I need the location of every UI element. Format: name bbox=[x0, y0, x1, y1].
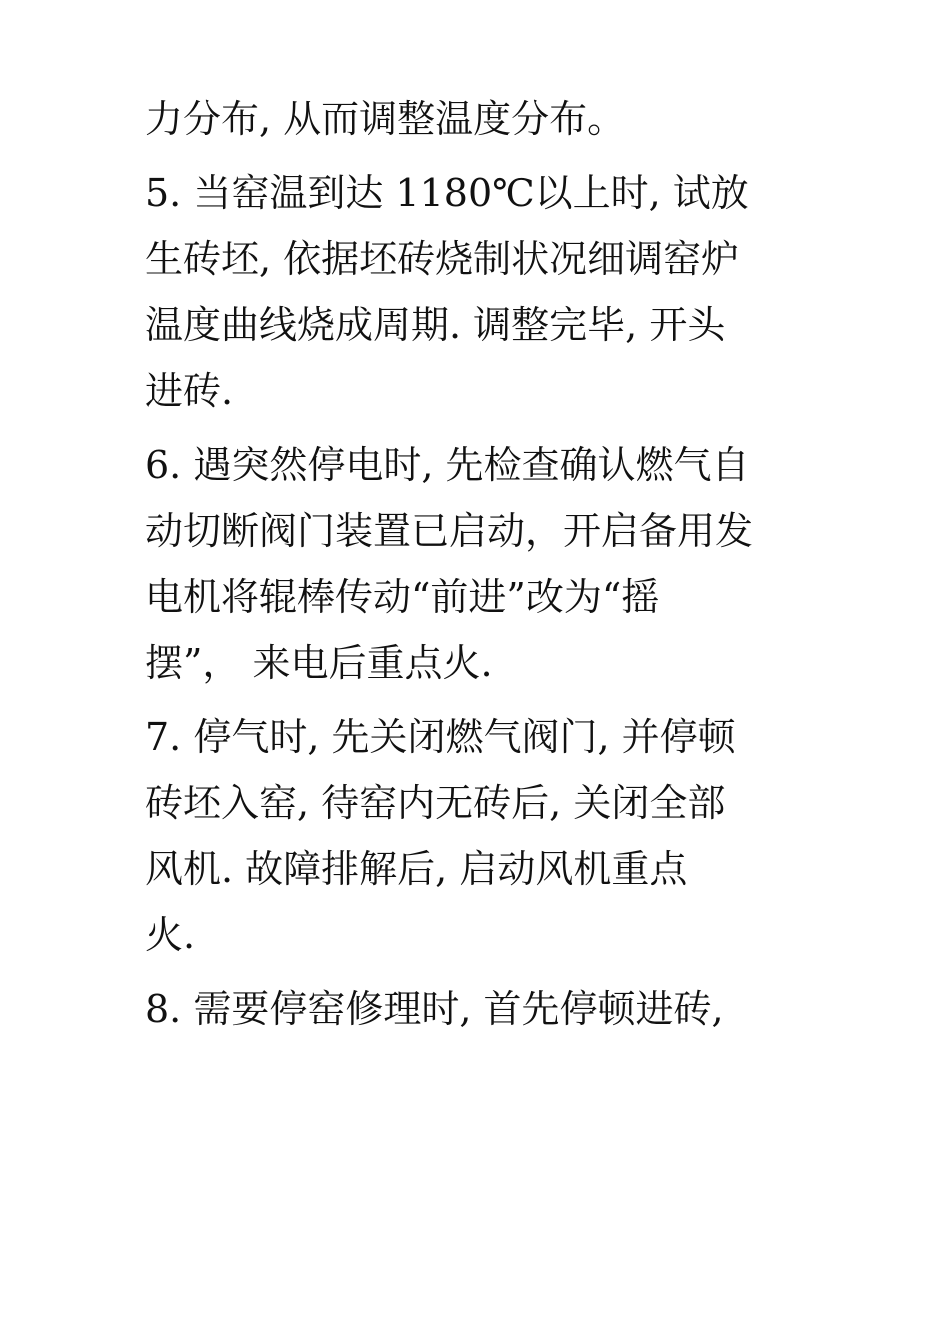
text-line: 火. bbox=[145, 913, 196, 957]
text-line: 动切断阀门装置已启动，开启备用发 bbox=[145, 509, 754, 553]
text-line: 进砖. bbox=[145, 369, 234, 413]
text-line: 6. 遇突然停电时, 先检查确认燃气自 bbox=[145, 443, 750, 487]
paragraph-step-5 bbox=[145, 160, 815, 424]
paragraph-step-7 bbox=[145, 704, 815, 968]
text-line: 力分布, 从而调整温度分布。 bbox=[145, 97, 626, 141]
text-line: 生砖坯, 依据坯砖烧制状况细调窑炉 bbox=[145, 237, 740, 281]
text-line: 电机将辊棒传动“前进”改为“摇 bbox=[145, 575, 660, 619]
text-line: 5. 当窑温到达 1180℃以上时, 试放 bbox=[145, 171, 749, 215]
text-line: 砖坯入窑, 待窑内无砖后, 关闭全部 bbox=[145, 781, 726, 825]
text-line: 摆”， 来电后重点火. bbox=[145, 641, 493, 685]
document-body bbox=[145, 86, 815, 1050]
text-line: 8. 需要停窑修理时, 首先停顿进砖, bbox=[145, 987, 724, 1031]
paragraph-continuation bbox=[145, 86, 815, 152]
paragraph-step-6 bbox=[145, 432, 815, 696]
text-line: 7. 停气时, 先关闭燃气阀门, 并停顿 bbox=[145, 715, 736, 759]
paragraph-step-8 bbox=[145, 976, 815, 1042]
text-line: 温度曲线烧成周期. 调整完毕, 开头 bbox=[145, 303, 726, 347]
text-line: 风机. 故障排解后, 启动风机重点 bbox=[145, 847, 688, 891]
